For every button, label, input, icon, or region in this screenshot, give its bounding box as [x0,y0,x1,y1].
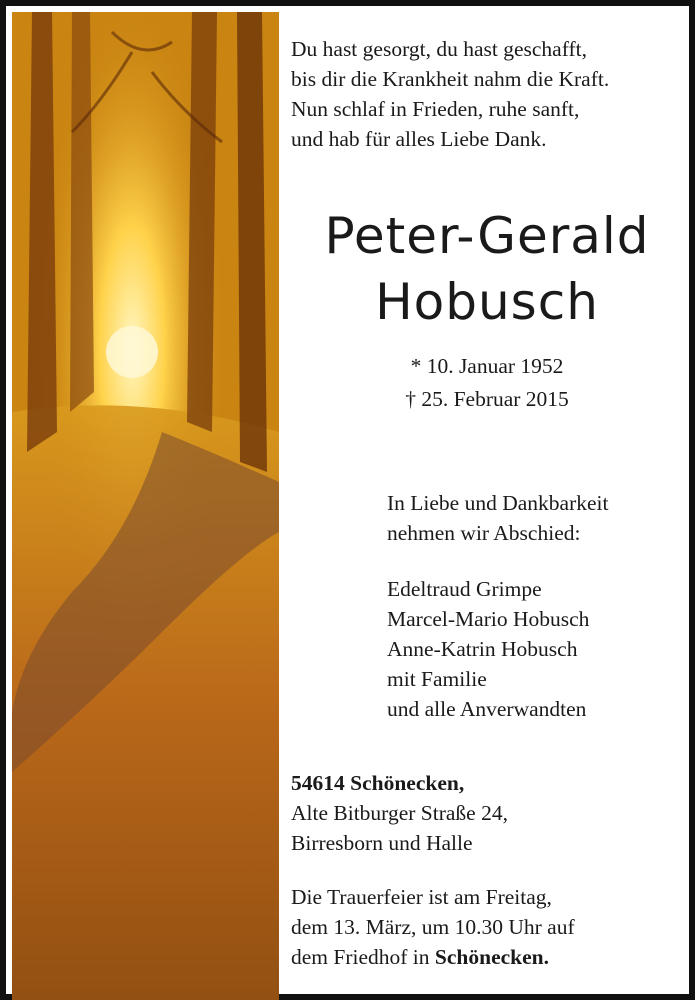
mourner-name: mit Familie [387,667,487,691]
address-places: Birresborn und Halle [291,831,473,855]
death-date: † 25. Februar 2015 [405,387,569,411]
poem-line: Du hast gesorgt, du hast geschafft, [291,37,587,61]
address-block [291,768,508,858]
ceremony-notice [291,882,575,972]
farewell-text [387,488,609,548]
mourner-name: Anne-Katrin Hobusch [387,637,578,661]
mourner-name: und alle Anverwandten [387,697,587,721]
ceremony-prefix: dem Friedhof in [291,945,435,969]
deceased-first-name: Peter-Gerald [324,207,650,265]
farewell-line: In Liebe und Dankbarkeit [387,491,609,515]
deceased-last-name: Hobusch [375,273,599,331]
ceremony-place: Schönecken. [434,945,550,969]
poem-line: und hab für alles Liebe Dank. [291,127,547,151]
mourners-list [387,574,589,724]
poem-line: Nun schlaf in Frieden, ruhe sanft, [291,97,580,121]
mourner-name: Edeltraud Grimpe [387,577,542,601]
ceremony-line [291,942,575,972]
memorial-poem [291,34,609,154]
life-dates [279,350,695,416]
mourner-name: Marcel-Mario Hobusch [387,607,590,631]
autumn-forest-path-image [12,12,279,1000]
address-city: 54614 Schönecken, [291,771,465,795]
ceremony-line: dem 13. März, um 10.30 Uhr auf [291,915,575,939]
obituary-text-column [279,12,695,1000]
farewell-line: nehmen wir Abschied: [387,521,581,545]
forest-illustration [12,12,279,1000]
birth-date: * 10. Januar 1952 [410,354,564,378]
poem-line: bis dir die Krankheit nahm die Kraft. [291,67,610,91]
ceremony-line: Die Trauerfeier ist am Freitag, [291,885,552,909]
address-street: Alte Bitburger Straße 24, [291,801,508,825]
